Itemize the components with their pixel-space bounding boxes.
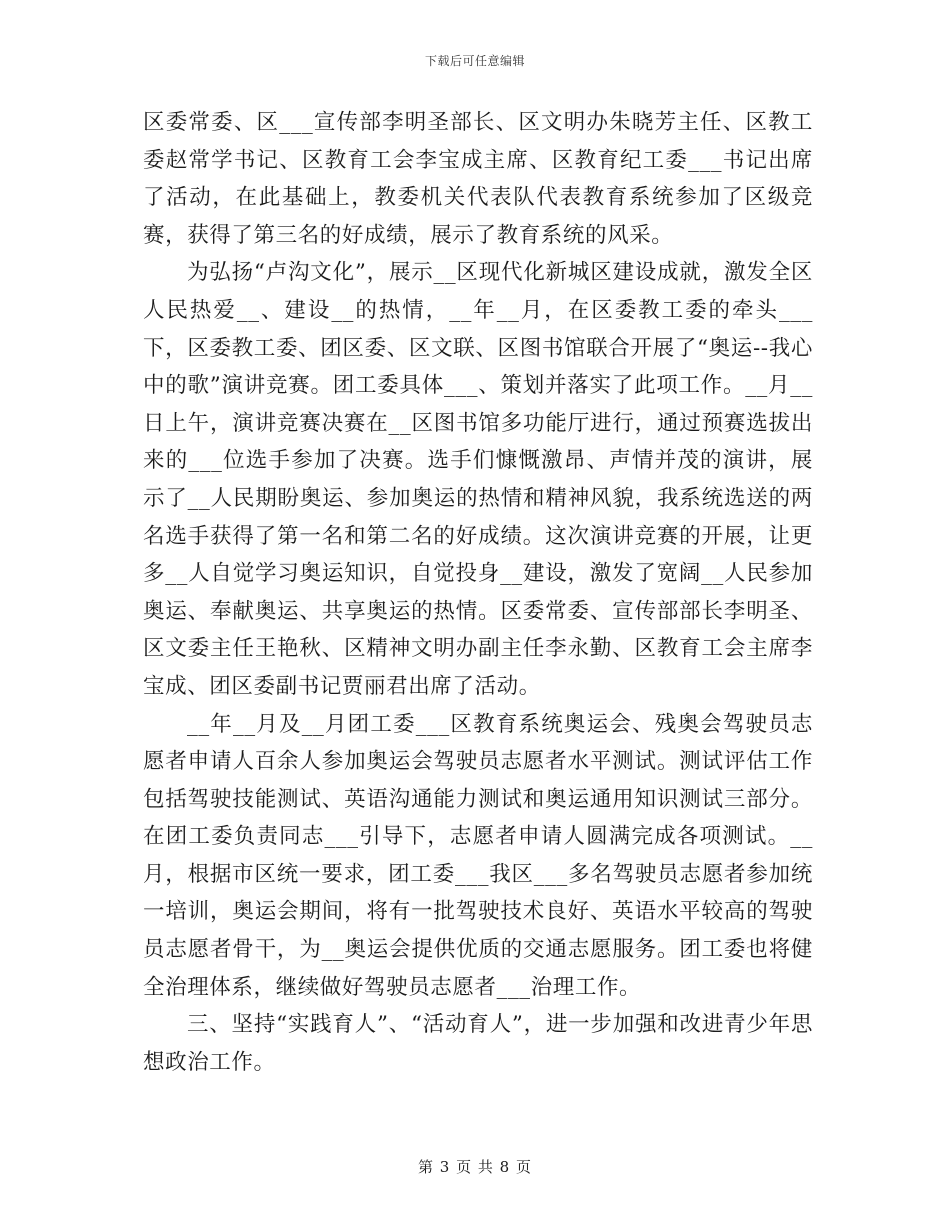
- paragraph-3: __年__月及__月团工委___区教育系统奥运会、残奥会驾驶员志愿者申请人百余人参加奥运会驾驶员志愿者水平测试。测试评估工作包括驾驶技能测试、英语沟通能力测试和奥运通用知识测试三部分。在团工委负责同志___引导下，志愿者申请人圆满完成各项测试。__月，根据市区统一要求，团工委___我区___多名驾驶员志愿者参加统一培训，奥运会期间，将有一批驾驶技术良好、英语水平较高的驾驶员志愿者骨干，为__奥运会提供优质的交通志愿服务。团工委也将健全治理体系，继续做好驾驶员志愿者___治理工作。: [143, 711, 813, 1000]
- paragraph-2: 为弘扬“卢沟文化”，展示__区现代化新城区建设成就，激发全区人民热爱__、建设__的热情，__年__月，在区委教工委的牵头___下，区委教工委、团区委、区文联、区图书馆联合开展了“奥运--我心中的歌”演讲竞赛。团工委具体___、策划并落实了此项工作。__月__日上午，演讲竞赛决赛在__区图书馆多功能厅进行，通过预赛选拔出来的___位选手参加了决赛。选手们慷慨激昂、声情并茂的演讲，展示了__人民期盼奥运、参加奥运的热情和精神风貌，我系统选送的两名选手获得了第一名和第二名的好成绩。这次演讲竞赛的开展，让更多__人自觉学习奥运知识，自觉投身__建设，激发了宽阔__人民参加奥运、奉献奥运、共享奥运的热情。区委常委、宣传部部长李明圣、区文委主任王艳秋、区精神文明办副主任李永勤、区教育工会主席李宝成、团区委副书记贾丽君出席了活动。: [143, 260, 813, 699]
- page-number: 第 3 页 共 8 页: [418, 1158, 532, 1176]
- document-body: [143, 104, 813, 1081]
- section-heading: 三、坚持“实践育人”、“活动育人”，进一步加强和改进青少年思想政治工作。: [143, 1012, 813, 1075]
- page-header: 下载后可任意编辑: [424, 54, 525, 68]
- paragraph-1: 区委常委、区___宣传部李明圣部长、区文明办朱晓芳主任、区教工委赵常学书记、区教育工会李宝成主席、区教育纪工委___书记出席了活动，在此基础上，教委机关代表队代表教育系统参加了区级竞赛，获得了第三名的好成绩，展示了教育系统的风采。: [143, 110, 813, 248]
